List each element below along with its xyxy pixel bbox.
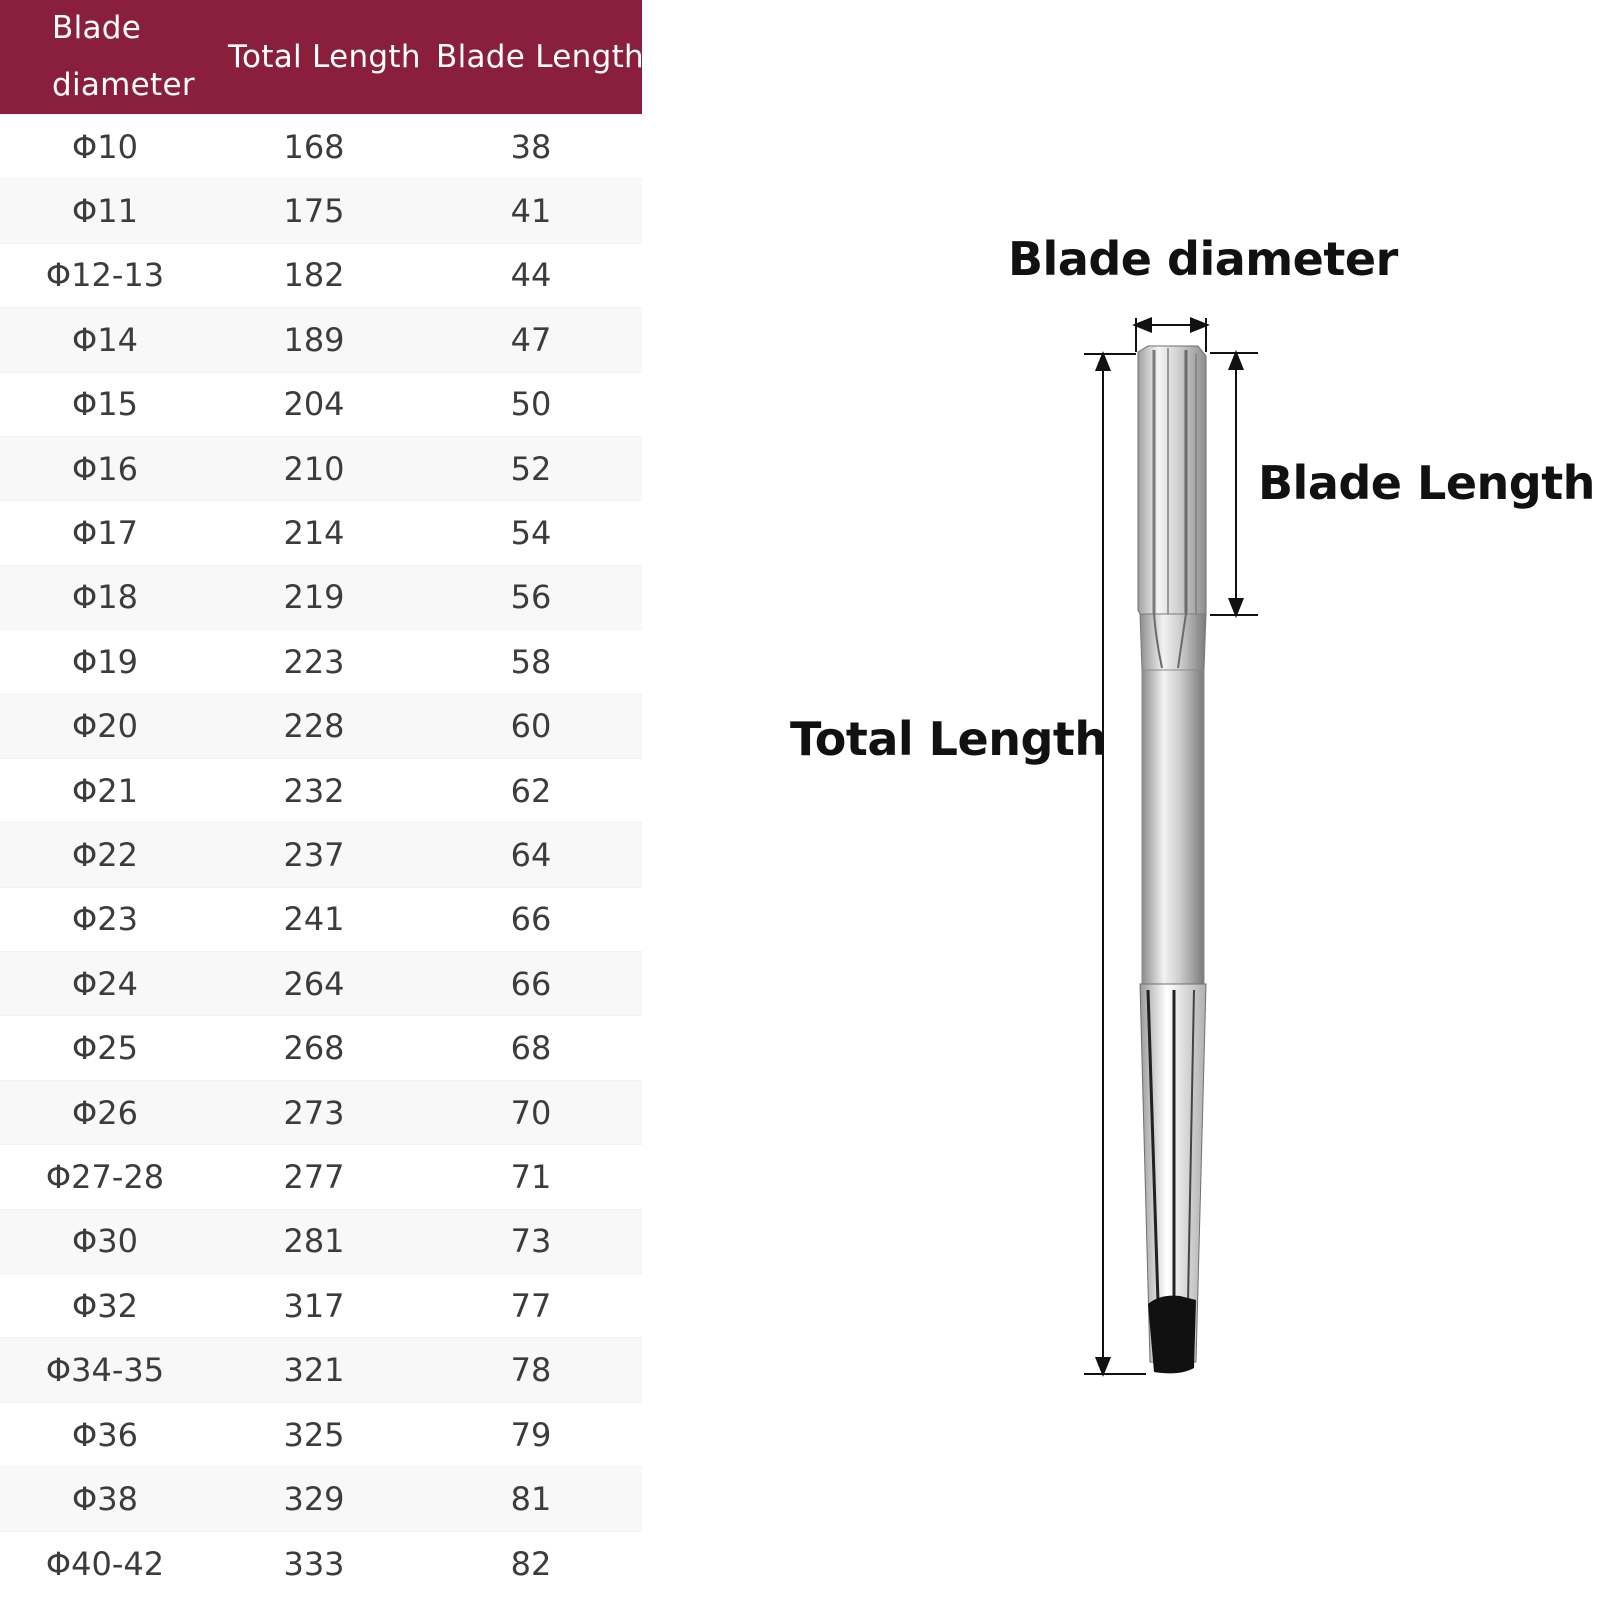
cell-blade-length: 82 [420,1531,642,1595]
cell-blade-length: 38 [420,115,642,179]
cell-total-length: 210 [216,436,420,500]
table-row [0,565,642,629]
cell-total-length: 321 [216,1338,420,1402]
cell-blade-length: 68 [420,1016,642,1080]
cell-blade-length: 78 [420,1338,642,1402]
cell-total-length: 204 [216,372,420,436]
cell-blade-diameter: Φ18 [0,565,216,629]
reamer-diagram [1070,300,1270,1390]
cell-total-length: 219 [216,565,420,629]
cell-blade-diameter: Φ11 [0,179,216,243]
table-row [0,501,642,565]
table-row [0,630,642,694]
cell-blade-length: 52 [420,436,642,500]
cell-total-length: 277 [216,1145,420,1209]
table-row [0,372,642,436]
header-total-length: Total Length [216,0,420,115]
cell-total-length: 268 [216,1016,420,1080]
cell-blade-diameter: Φ40-42 [0,1531,216,1595]
cell-total-length: 273 [216,1080,420,1144]
table-row [0,1145,642,1209]
table-row [0,758,642,822]
table-row [0,1016,642,1080]
cell-blade-diameter: Φ26 [0,1080,216,1144]
cell-blade-length: 77 [420,1274,642,1338]
blade-length-label: Blade Length [1258,456,1595,510]
table-row [0,1274,642,1338]
table-row [0,887,642,951]
spec-table-body [0,115,642,1596]
table-row [0,1209,642,1273]
table-row [0,952,642,1016]
table-row [0,1531,642,1595]
cell-total-length: 168 [216,115,420,179]
cell-total-length: 281 [216,1209,420,1273]
header-blade-diameter: Blade diameter [0,0,216,115]
cell-blade-length: 58 [420,630,642,694]
cell-blade-diameter: Φ15 [0,372,216,436]
cell-total-length: 223 [216,630,420,694]
reamer-tang [1148,1296,1196,1374]
blade-length-dimension [1210,353,1258,615]
cell-blade-length: 64 [420,823,642,887]
cell-blade-length: 50 [420,372,642,436]
cell-blade-length: 66 [420,887,642,951]
blade-diameter-label: Blade diameter [1008,232,1398,286]
cell-total-length: 241 [216,887,420,951]
cell-blade-diameter: Φ25 [0,1016,216,1080]
cell-blade-length: 60 [420,694,642,758]
cell-total-length: 175 [216,179,420,243]
cell-blade-diameter: Φ38 [0,1467,216,1531]
cell-blade-diameter: Φ24 [0,952,216,1016]
cell-blade-diameter: Φ21 [0,758,216,822]
table-row [0,243,642,307]
cell-total-length: 228 [216,694,420,758]
cell-blade-diameter: Φ17 [0,501,216,565]
cell-blade-diameter: Φ12-13 [0,243,216,307]
cell-total-length: 189 [216,308,420,372]
reamer-blade [1138,346,1206,614]
cell-blade-diameter: Φ30 [0,1209,216,1273]
total-length-dimension [1084,354,1146,1374]
cell-blade-length: 73 [420,1209,642,1273]
cell-total-length: 214 [216,501,420,565]
cell-blade-length: 70 [420,1080,642,1144]
header-blade-length: Blade Length [420,0,642,115]
cell-blade-diameter: Φ36 [0,1402,216,1466]
cell-blade-length: 56 [420,565,642,629]
cell-blade-diameter: Φ22 [0,823,216,887]
cell-blade-diameter: Φ23 [0,887,216,951]
spec-table-header-row [0,0,642,115]
reamer-shank [1142,670,1204,984]
cell-blade-length: 54 [420,501,642,565]
cell-total-length: 333 [216,1531,420,1595]
cell-blade-diameter: Φ20 [0,694,216,758]
cell-blade-length: 41 [420,179,642,243]
cell-total-length: 317 [216,1274,420,1338]
table-row [0,1402,642,1466]
cell-total-length: 329 [216,1467,420,1531]
cell-blade-diameter: Φ16 [0,436,216,500]
cell-blade-diameter: Φ19 [0,630,216,694]
table-row [0,1338,642,1402]
cell-total-length: 182 [216,243,420,307]
cell-blade-diameter: Φ10 [0,115,216,179]
table-row [0,823,642,887]
total-length-label: Total Length [790,712,1107,766]
spec-table [0,0,645,1595]
spec-table-header [0,0,645,115]
cell-blade-diameter: Φ34-35 [0,1338,216,1402]
reamer-neck [1140,614,1206,670]
cell-total-length: 264 [216,952,420,1016]
cell-total-length: 325 [216,1402,420,1466]
cell-blade-diameter: Φ32 [0,1274,216,1338]
cell-blade-length: 66 [420,952,642,1016]
table-row [0,1080,642,1144]
cell-blade-length: 81 [420,1467,642,1531]
table-row [0,308,642,372]
table-row [0,1467,642,1531]
cell-blade-diameter: Φ14 [0,308,216,372]
cell-blade-length: 44 [420,243,642,307]
table-row [0,115,642,179]
cell-total-length: 232 [216,758,420,822]
cell-blade-length: 71 [420,1145,642,1209]
table-row [0,179,642,243]
cell-blade-length: 47 [420,308,642,372]
table-row [0,436,642,500]
cell-blade-length: 62 [420,758,642,822]
cell-blade-length: 79 [420,1402,642,1466]
table-row [0,694,642,758]
cell-total-length: 237 [216,823,420,887]
cell-blade-diameter: Φ27-28 [0,1145,216,1209]
